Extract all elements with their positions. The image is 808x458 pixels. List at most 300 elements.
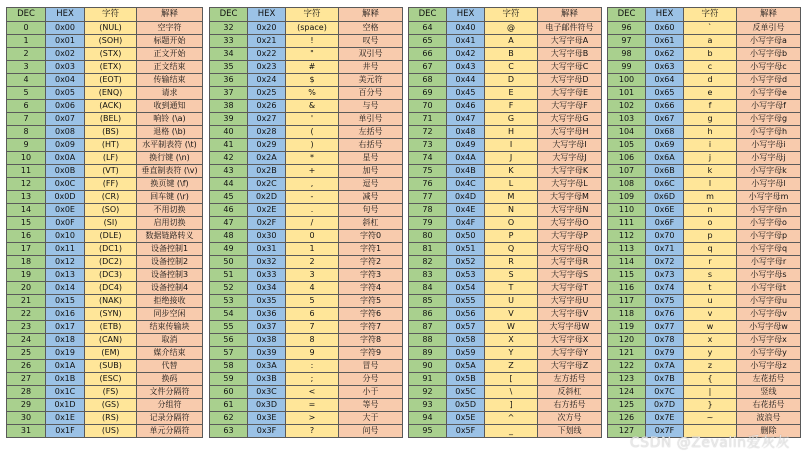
desc-cell: 小写字母z bbox=[737, 360, 801, 373]
hex-cell: 0x2E bbox=[248, 204, 286, 217]
char-cell: (US) bbox=[85, 425, 137, 438]
hex-cell: 0x54 bbox=[447, 282, 485, 295]
char-cell: C bbox=[485, 61, 538, 74]
desc-cell: 大写字母U bbox=[538, 295, 602, 308]
desc-cell: 单引号 bbox=[339, 113, 403, 126]
desc-cell: 响铃 (\a) bbox=[137, 113, 203, 126]
table-row bbox=[7, 412, 203, 425]
dec-cell: 84 bbox=[409, 282, 447, 295]
desc-cell: 井号 bbox=[339, 61, 403, 74]
hex-cell: 0x63 bbox=[646, 61, 684, 74]
desc-cell: 字符9 bbox=[339, 347, 403, 360]
hex-cell: 0x7F bbox=[646, 425, 684, 438]
desc-cell: 媒介结束 bbox=[137, 347, 203, 360]
dec-cell: 60 bbox=[210, 386, 248, 399]
dec-cell: 3 bbox=[7, 61, 46, 74]
dec-cell: 6 bbox=[7, 100, 46, 113]
dec-cell: 97 bbox=[608, 35, 646, 48]
table-row bbox=[7, 74, 203, 87]
hex-cell: 0x2D bbox=[248, 191, 286, 204]
hex-cell: 0x5A bbox=[447, 360, 485, 373]
char-cell: _ bbox=[485, 425, 538, 438]
table-row bbox=[210, 61, 403, 74]
hex-cell: 0x68 bbox=[646, 126, 684, 139]
char-cell: r bbox=[684, 256, 737, 269]
dec-cell: 57 bbox=[210, 347, 248, 360]
hex-cell: 0x65 bbox=[646, 87, 684, 100]
char-cell: (DC1) bbox=[85, 243, 137, 256]
desc-cell: 大写字母V bbox=[538, 308, 602, 321]
desc-cell: 减号 bbox=[339, 191, 403, 204]
char-cell: Y bbox=[485, 347, 538, 360]
hex-cell: 0x4A bbox=[447, 152, 485, 165]
dec-cell: 96 bbox=[608, 22, 646, 35]
dec-cell: 32 bbox=[210, 22, 248, 35]
dec-cell: 11 bbox=[7, 165, 46, 178]
char-cell: # bbox=[286, 61, 339, 74]
hex-cell: 0x71 bbox=[646, 243, 684, 256]
char-cell: (DC2) bbox=[85, 256, 137, 269]
desc-cell: 启用切换 bbox=[137, 217, 203, 230]
desc-cell: 小写字母l bbox=[737, 178, 801, 191]
desc-cell: 大写字母C bbox=[538, 61, 602, 74]
hex-cell: 0x02 bbox=[46, 48, 85, 61]
dec-cell: 74 bbox=[409, 152, 447, 165]
char-cell: m bbox=[684, 191, 737, 204]
desc-cell: 大于 bbox=[339, 412, 403, 425]
desc-cell: 代替 bbox=[137, 360, 203, 373]
table-row bbox=[7, 61, 203, 74]
desc-cell: 字符1 bbox=[339, 243, 403, 256]
hex-cell: 0x1E bbox=[46, 412, 85, 425]
desc-cell: 换码 bbox=[137, 373, 203, 386]
table-body bbox=[608, 22, 801, 438]
hex-cell: 0x07 bbox=[46, 113, 85, 126]
hex-cell: 0x5C bbox=[447, 386, 485, 399]
char-cell: (FF) bbox=[85, 178, 137, 191]
dec-cell: 91 bbox=[409, 373, 447, 386]
dec-cell: 66 bbox=[409, 48, 447, 61]
hex-cell: 0x4B bbox=[447, 165, 485, 178]
dec-cell: 99 bbox=[608, 61, 646, 74]
char-cell: x bbox=[684, 334, 737, 347]
desc-cell: 大写字母A bbox=[538, 35, 602, 48]
table-row bbox=[409, 165, 602, 178]
table-row bbox=[210, 230, 403, 243]
dec-cell: 93 bbox=[409, 399, 447, 412]
dec-cell: 88 bbox=[409, 334, 447, 347]
hex-cell: 0x2A bbox=[248, 152, 286, 165]
char-cell: E bbox=[485, 87, 538, 100]
table-row bbox=[210, 204, 403, 217]
hex-cell: 0x6E bbox=[646, 204, 684, 217]
dec-header: DEC bbox=[210, 8, 248, 22]
desc-cell: 小写字母y bbox=[737, 347, 801, 360]
dec-cell: 64 bbox=[409, 22, 447, 35]
dec-cell: 123 bbox=[608, 373, 646, 386]
dec-cell: 87 bbox=[409, 321, 447, 334]
table-row bbox=[608, 191, 801, 204]
char-cell: l bbox=[684, 178, 737, 191]
hex-cell: 0x3C bbox=[248, 386, 286, 399]
desc-cell: 水平制表符 (\t) bbox=[137, 139, 203, 152]
char-cell: } bbox=[684, 399, 737, 412]
char-cell: P bbox=[485, 230, 538, 243]
dec-cell: 58 bbox=[210, 360, 248, 373]
hex-cell: 0x37 bbox=[248, 321, 286, 334]
hex-cell: 0x50 bbox=[447, 230, 485, 243]
table-row bbox=[608, 295, 801, 308]
table-row bbox=[210, 243, 403, 256]
desc-cell: 大写字母H bbox=[538, 126, 602, 139]
table-row bbox=[210, 425, 403, 438]
table-row bbox=[409, 425, 602, 438]
char-cell: 6 bbox=[286, 308, 339, 321]
hex-cell: 0x60 bbox=[646, 22, 684, 35]
desc-cell: 大写字母M bbox=[538, 191, 602, 204]
table-body bbox=[409, 22, 602, 438]
hex-cell: 0x13 bbox=[46, 269, 85, 282]
desc-header: 解释 bbox=[538, 8, 602, 22]
hex-cell: 0x0B bbox=[46, 165, 85, 178]
hex-cell: 0x6A bbox=[646, 152, 684, 165]
hex-cell: 0x09 bbox=[46, 139, 85, 152]
desc-cell: 大写字母W bbox=[538, 321, 602, 334]
table-row bbox=[608, 204, 801, 217]
dec-cell: 82 bbox=[409, 256, 447, 269]
dec-cell: 120 bbox=[608, 334, 646, 347]
hex-cell: 0x08 bbox=[46, 126, 85, 139]
table-row bbox=[608, 230, 801, 243]
table-row bbox=[608, 61, 801, 74]
table-row bbox=[210, 74, 403, 87]
table-row bbox=[409, 308, 602, 321]
desc-cell: 分号 bbox=[339, 373, 403, 386]
hex-cell: 0x25 bbox=[248, 87, 286, 100]
hex-cell: 0x7A bbox=[646, 360, 684, 373]
table-row bbox=[210, 386, 403, 399]
desc-cell: 空字符 bbox=[137, 22, 203, 35]
dec-cell: 25 bbox=[7, 347, 46, 360]
char-cell: X bbox=[485, 334, 538, 347]
char-cell: 0 bbox=[286, 230, 339, 243]
desc-cell: 请求 bbox=[137, 87, 203, 100]
char-cell: J bbox=[485, 152, 538, 165]
desc-cell: 不用切换 bbox=[137, 204, 203, 217]
hex-cell: 0x19 bbox=[46, 347, 85, 360]
dec-cell: 81 bbox=[409, 243, 447, 256]
table-row bbox=[210, 282, 403, 295]
table-row bbox=[409, 360, 602, 373]
table-row bbox=[409, 48, 602, 61]
ascii-table-4 bbox=[607, 7, 801, 438]
hex-cell: 0x17 bbox=[46, 321, 85, 334]
char-header: 字符 bbox=[684, 8, 737, 22]
table-row bbox=[608, 321, 801, 334]
char-cell: i bbox=[684, 139, 737, 152]
desc-header: 解释 bbox=[137, 8, 203, 22]
table-row bbox=[7, 347, 203, 360]
table-row bbox=[409, 412, 602, 425]
table-row bbox=[7, 386, 203, 399]
desc-cell: 字符8 bbox=[339, 334, 403, 347]
table-row bbox=[7, 152, 203, 165]
table-row bbox=[409, 100, 602, 113]
ascii-table-1 bbox=[6, 7, 203, 438]
char-cell: & bbox=[286, 100, 339, 113]
hex-cell: 0x62 bbox=[646, 48, 684, 61]
table-row bbox=[409, 139, 602, 152]
desc-cell: 大写字母R bbox=[538, 256, 602, 269]
dec-cell: 104 bbox=[608, 126, 646, 139]
table-row bbox=[608, 308, 801, 321]
hex-cell: 0x14 bbox=[46, 282, 85, 295]
char-cell: > bbox=[286, 412, 339, 425]
table-row bbox=[210, 139, 403, 152]
char-cell: - bbox=[286, 191, 339, 204]
desc-cell: 设备控制3 bbox=[137, 269, 203, 282]
dec-cell: 10 bbox=[7, 152, 46, 165]
char-cell: (ACK) bbox=[85, 100, 137, 113]
desc-cell: 单元分隔符 bbox=[137, 425, 203, 438]
dec-cell: 102 bbox=[608, 100, 646, 113]
char-cell: (EOT) bbox=[85, 74, 137, 87]
dec-cell: 63 bbox=[210, 425, 248, 438]
hex-cell: 0x59 bbox=[447, 347, 485, 360]
desc-cell: 右花括号 bbox=[737, 399, 801, 412]
table-row bbox=[210, 269, 403, 282]
table-header-row bbox=[409, 8, 602, 22]
desc-cell: 句号 bbox=[339, 204, 403, 217]
hex-cell: 0x6B bbox=[646, 165, 684, 178]
dec-cell: 98 bbox=[608, 48, 646, 61]
hex-cell: 0x28 bbox=[248, 126, 286, 139]
hex-cell: 0x22 bbox=[248, 48, 286, 61]
table-row bbox=[409, 126, 602, 139]
table-row bbox=[210, 373, 403, 386]
hex-cell: 0x57 bbox=[447, 321, 485, 334]
dec-cell: 52 bbox=[210, 282, 248, 295]
desc-cell: 竖线 bbox=[737, 386, 801, 399]
hex-cell: 0x49 bbox=[447, 139, 485, 152]
char-cell: 5 bbox=[286, 295, 339, 308]
dec-cell: 43 bbox=[210, 165, 248, 178]
char-cell: 7 bbox=[286, 321, 339, 334]
hex-cell: 0x15 bbox=[46, 295, 85, 308]
dec-cell: 107 bbox=[608, 165, 646, 178]
ascii-table-2 bbox=[209, 7, 403, 438]
char-cell: p bbox=[684, 230, 737, 243]
char-cell: : bbox=[286, 360, 339, 373]
table-row bbox=[7, 35, 203, 48]
desc-cell: 小写字母b bbox=[737, 48, 801, 61]
table-row bbox=[210, 113, 403, 126]
char-cell: (SYN) bbox=[85, 308, 137, 321]
hex-cell: 0x12 bbox=[46, 256, 85, 269]
hex-cell: 0x48 bbox=[447, 126, 485, 139]
hex-cell: 0x3F bbox=[248, 425, 286, 438]
desc-cell: 逗号 bbox=[339, 178, 403, 191]
dec-cell: 30 bbox=[7, 412, 46, 425]
table-row bbox=[7, 425, 203, 438]
hex-cell: 0x43 bbox=[447, 61, 485, 74]
hex-cell: 0x03 bbox=[46, 61, 85, 74]
desc-cell: 冒号 bbox=[339, 360, 403, 373]
desc-cell: 拒绝接收 bbox=[137, 295, 203, 308]
table-row bbox=[608, 269, 801, 282]
hex-cell: 0x29 bbox=[248, 139, 286, 152]
dec-cell: 55 bbox=[210, 321, 248, 334]
dec-cell: 83 bbox=[409, 269, 447, 282]
desc-cell: 字符3 bbox=[339, 269, 403, 282]
desc-cell: 加号 bbox=[339, 165, 403, 178]
desc-cell: 收到通知 bbox=[137, 100, 203, 113]
table-row bbox=[608, 165, 801, 178]
desc-cell: 小写字母e bbox=[737, 87, 801, 100]
desc-cell: 小写字母c bbox=[737, 61, 801, 74]
dec-cell: 23 bbox=[7, 321, 46, 334]
desc-cell: 记录分隔符 bbox=[137, 412, 203, 425]
table-row bbox=[7, 22, 203, 35]
table-row bbox=[7, 308, 203, 321]
hex-cell: 0x53 bbox=[447, 269, 485, 282]
dec-cell: 80 bbox=[409, 230, 447, 243]
desc-cell: 斜杠 bbox=[339, 217, 403, 230]
dec-cell: 112 bbox=[608, 230, 646, 243]
desc-cell: 小写字母j bbox=[737, 152, 801, 165]
dec-cell: 90 bbox=[409, 360, 447, 373]
desc-cell: 字符7 bbox=[339, 321, 403, 334]
table-row bbox=[210, 256, 403, 269]
table-row bbox=[210, 295, 403, 308]
hex-cell: 0x66 bbox=[646, 100, 684, 113]
table-row bbox=[409, 113, 602, 126]
dec-cell: 101 bbox=[608, 87, 646, 100]
table-row bbox=[608, 217, 801, 230]
hex-cell: 0x76 bbox=[646, 308, 684, 321]
hex-cell: 0x64 bbox=[646, 74, 684, 87]
dec-cell: 8 bbox=[7, 126, 46, 139]
char-cell: A bbox=[485, 35, 538, 48]
desc-cell: 双引号 bbox=[339, 48, 403, 61]
desc-cell: 标题开始 bbox=[137, 35, 203, 48]
desc-cell: 设备控制1 bbox=[137, 243, 203, 256]
desc-cell: 电子邮件符号 bbox=[538, 22, 602, 35]
dec-cell: 22 bbox=[7, 308, 46, 321]
dec-cell: 56 bbox=[210, 334, 248, 347]
table-row bbox=[210, 48, 403, 61]
table-row bbox=[409, 243, 602, 256]
desc-cell: 空格 bbox=[339, 22, 403, 35]
table-row bbox=[210, 126, 403, 139]
char-cell: ^ bbox=[485, 412, 538, 425]
dec-cell: 48 bbox=[210, 230, 248, 243]
hex-cell: 0x0F bbox=[46, 217, 85, 230]
char-cell: h bbox=[684, 126, 737, 139]
desc-header: 解释 bbox=[339, 8, 403, 22]
table-row bbox=[210, 321, 403, 334]
desc-cell: 删除 bbox=[737, 425, 801, 438]
dec-cell: 108 bbox=[608, 178, 646, 191]
hex-header: HEX bbox=[447, 8, 485, 22]
hex-cell: 0x24 bbox=[248, 74, 286, 87]
dec-cell: 35 bbox=[210, 61, 248, 74]
hex-cell: 0x1B bbox=[46, 373, 85, 386]
desc-cell: 大写字母L bbox=[538, 178, 602, 191]
table-row bbox=[409, 61, 602, 74]
char-cell: (EM) bbox=[85, 347, 137, 360]
table-row bbox=[210, 334, 403, 347]
hex-cell: 0x01 bbox=[46, 35, 85, 48]
dec-cell: 28 bbox=[7, 386, 46, 399]
char-cell: { bbox=[684, 373, 737, 386]
hex-header: HEX bbox=[46, 8, 85, 22]
dec-cell: 47 bbox=[210, 217, 248, 230]
hex-cell: 0x16 bbox=[46, 308, 85, 321]
table-row bbox=[7, 373, 203, 386]
char-cell: F bbox=[485, 100, 538, 113]
hex-cell: 0x4D bbox=[447, 191, 485, 204]
char-cell: Z bbox=[485, 360, 538, 373]
char-cell: (GS) bbox=[85, 399, 137, 412]
table-row bbox=[409, 321, 602, 334]
desc-cell: 换页键 (\f) bbox=[137, 178, 203, 191]
table-row bbox=[409, 373, 602, 386]
desc-cell: 问号 bbox=[339, 425, 403, 438]
desc-cell: 垂直制表符 (\v) bbox=[137, 165, 203, 178]
table-row bbox=[210, 152, 403, 165]
char-cell: ' bbox=[286, 113, 339, 126]
dec-cell: 69 bbox=[409, 87, 447, 100]
hex-cell: 0x5F bbox=[447, 425, 485, 438]
char-cell: G bbox=[485, 113, 538, 126]
table-row bbox=[608, 113, 801, 126]
table-row bbox=[409, 152, 602, 165]
table-row bbox=[608, 48, 801, 61]
dec-cell: 39 bbox=[210, 113, 248, 126]
desc-cell: 同步空闲 bbox=[137, 308, 203, 321]
char-cell: c bbox=[684, 61, 737, 74]
dec-cell: 114 bbox=[608, 256, 646, 269]
char-cell: (HT) bbox=[85, 139, 137, 152]
char-cell: ( bbox=[286, 126, 339, 139]
char-cell: (SUB) bbox=[85, 360, 137, 373]
desc-cell: 大写字母J bbox=[538, 152, 602, 165]
desc-cell: 反单引号 bbox=[737, 22, 801, 35]
table-row bbox=[7, 230, 203, 243]
char-cell: U bbox=[485, 295, 538, 308]
hex-header: HEX bbox=[646, 8, 684, 22]
char-cell: t bbox=[684, 282, 737, 295]
hex-cell: 0x31 bbox=[248, 243, 286, 256]
hex-cell: 0x32 bbox=[248, 256, 286, 269]
char-cell: (FS) bbox=[85, 386, 137, 399]
char-cell: s bbox=[684, 269, 737, 282]
dec-cell: 1 bbox=[7, 35, 46, 48]
hex-cell: 0x77 bbox=[646, 321, 684, 334]
hex-cell: 0x2B bbox=[248, 165, 286, 178]
dec-cell: 61 bbox=[210, 399, 248, 412]
hex-cell: 0x5B bbox=[447, 373, 485, 386]
table-body bbox=[210, 22, 403, 438]
hex-cell: 0x10 bbox=[46, 230, 85, 243]
hex-cell: 0x3B bbox=[248, 373, 286, 386]
dec-cell: 71 bbox=[409, 113, 447, 126]
desc-cell: 大写字母O bbox=[538, 217, 602, 230]
table-row bbox=[608, 386, 801, 399]
table-row bbox=[210, 100, 403, 113]
dec-cell: 38 bbox=[210, 100, 248, 113]
